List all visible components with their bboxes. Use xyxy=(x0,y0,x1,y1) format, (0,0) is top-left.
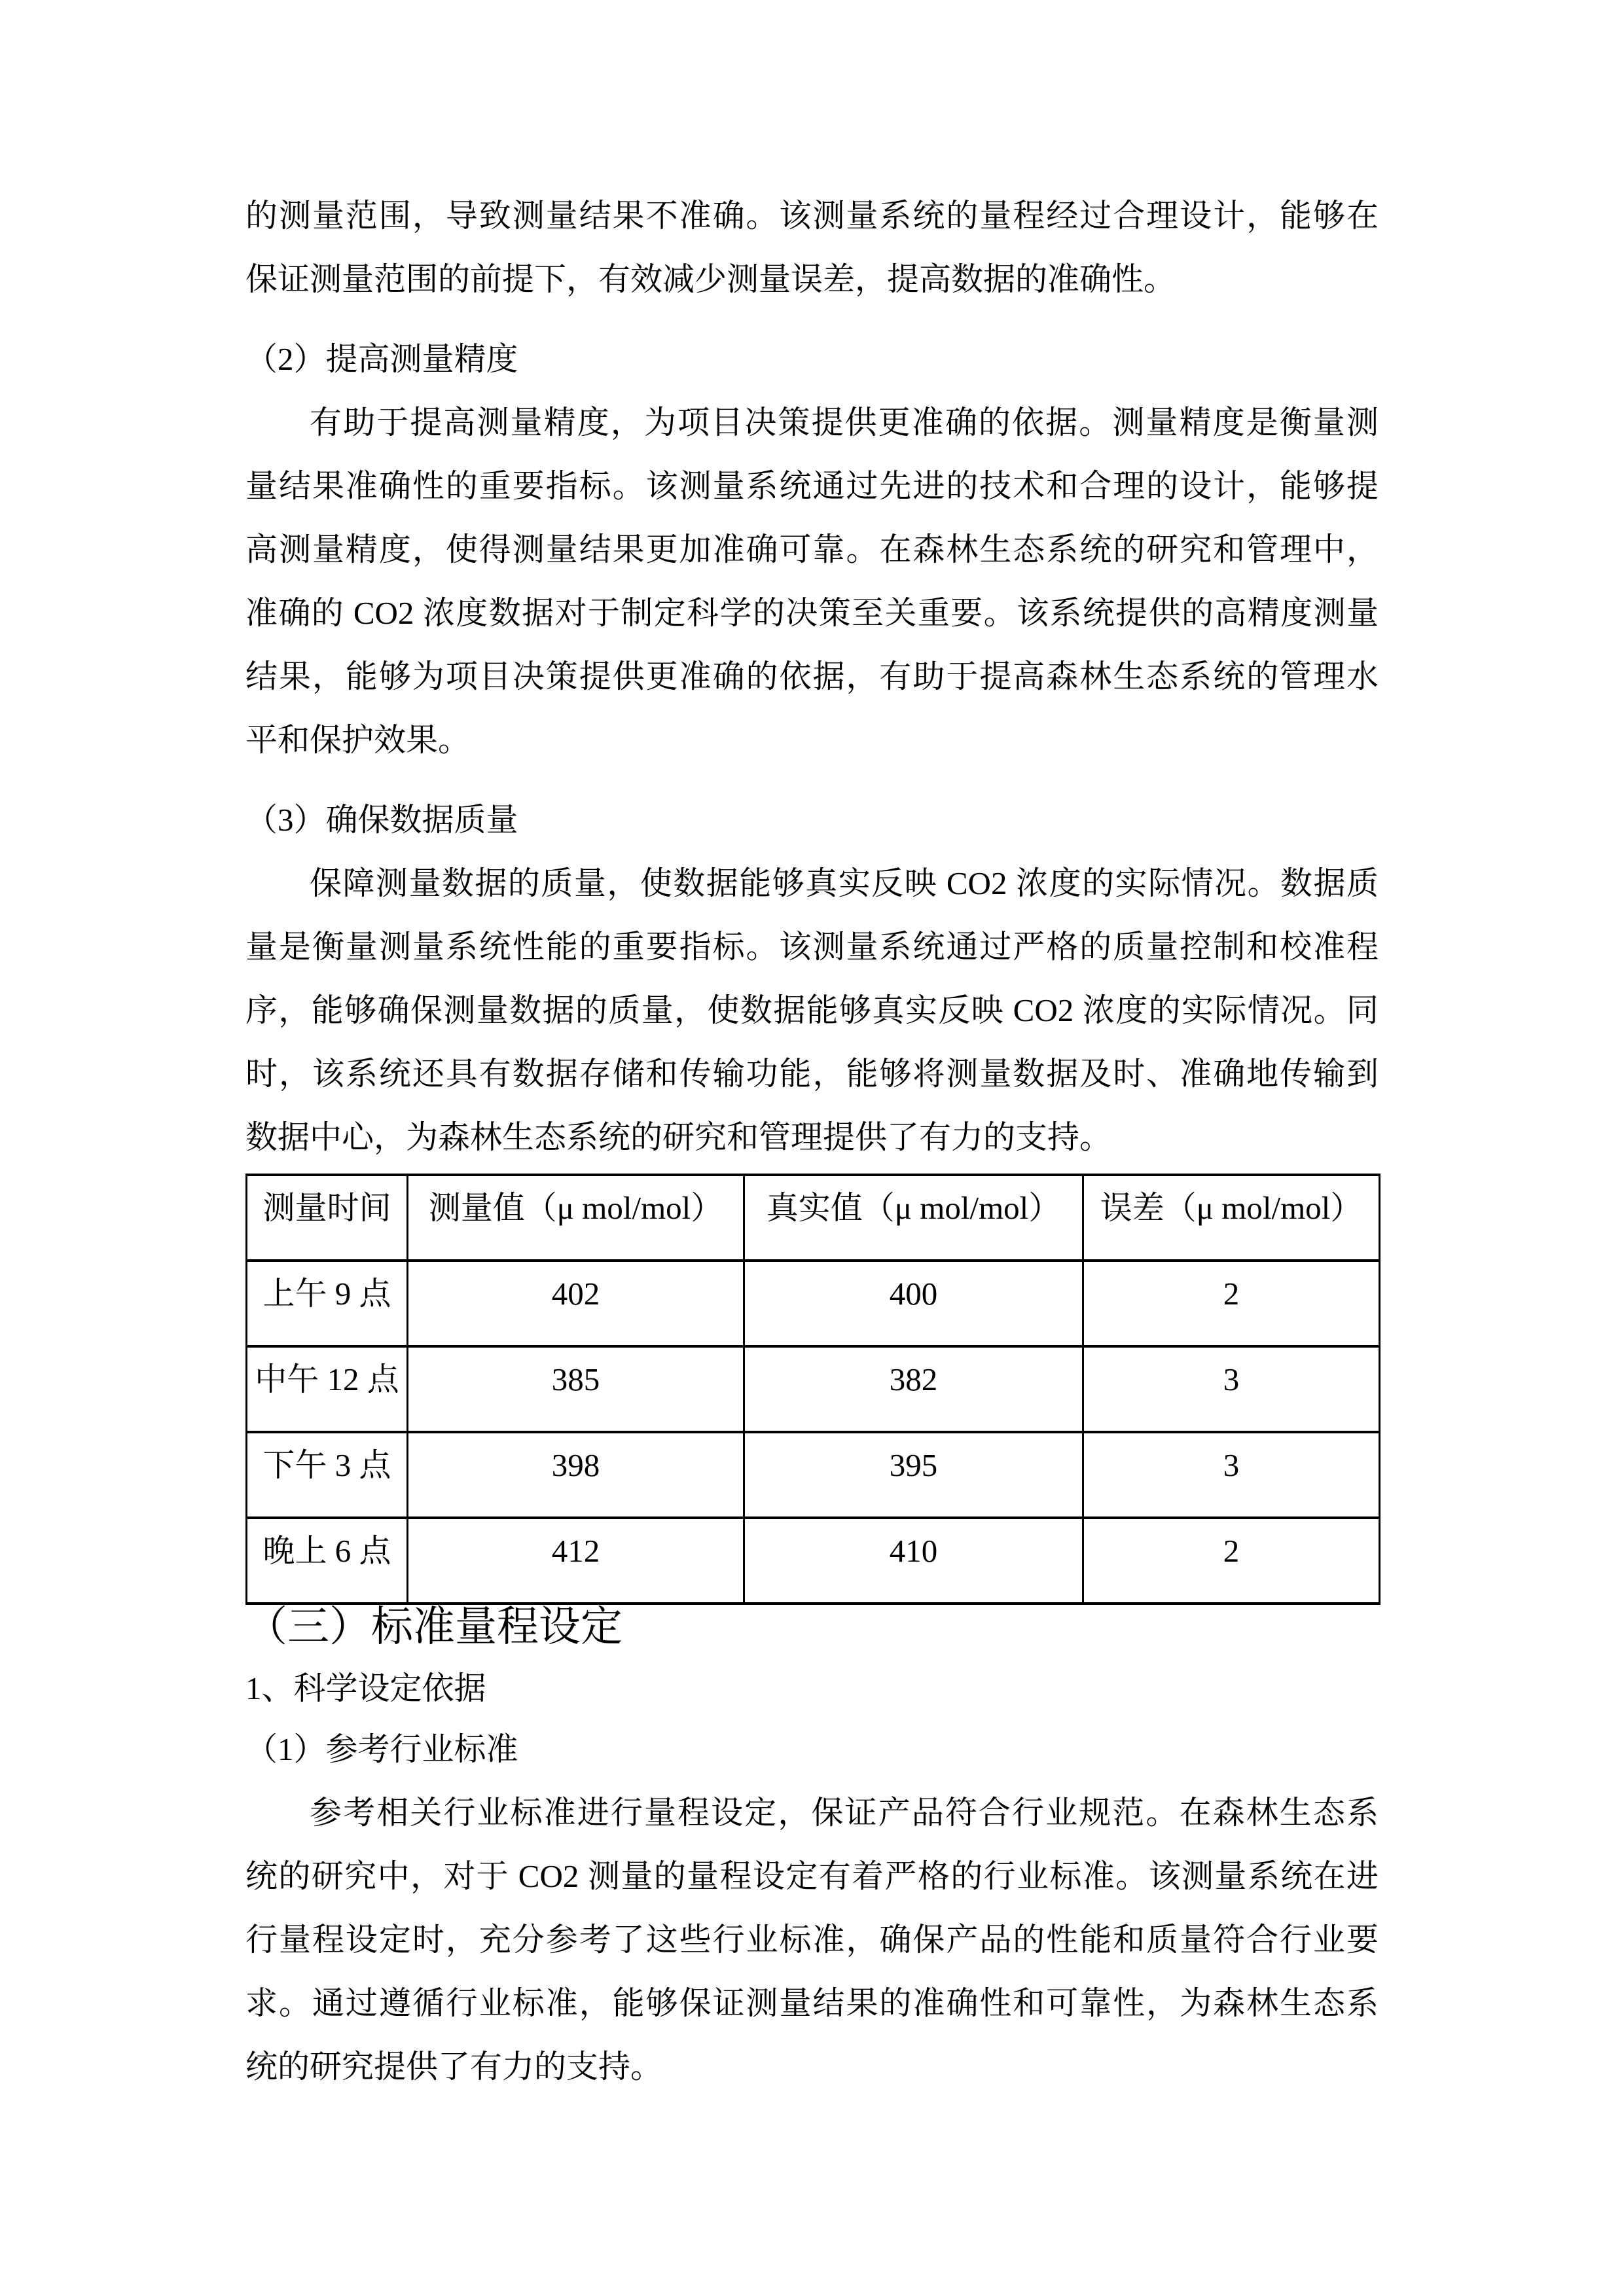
paragraph-line: 的测量范围，导致测量结果不准确。该测量系统的量程经过合理设计，能够在 xyxy=(245,198,1379,234)
subheading-1: 1、科学设定依据 xyxy=(245,1670,486,1706)
paragraph-line: 保障测量数据的质量，使数据能够真实反映 CO2 浓度的实际情况。数据质 xyxy=(310,865,1379,901)
heading-item-2: （2）提高测量精度 xyxy=(245,341,518,377)
table-cell: 晚上 6 点 xyxy=(247,1518,408,1604)
table-header-cell: 误差（μ mol/mol） xyxy=(1083,1175,1380,1261)
table-row xyxy=(247,1261,1380,1346)
heading-item-3: （3）确保数据质量 xyxy=(245,802,518,838)
table-header-cell: 测量值（μ mol/mol） xyxy=(408,1175,744,1261)
paragraph-line: 量是衡量测量系统性能的重要指标。该测量系统通过严格的质量控制和校准程 xyxy=(245,929,1379,965)
table-row xyxy=(247,1518,1380,1604)
paragraph-line: 有助于提高测量精度，为项目决策提供更准确的依据。测量精度是衡量测 xyxy=(310,404,1379,440)
paragraph-line: 统的研究中，对于 CO2 测量的量程设定有着严格的行业标准。该测量系统在进 xyxy=(245,1858,1379,1894)
measurement-table xyxy=(245,1174,1380,1605)
table-cell: 下午 3 点 xyxy=(247,1432,408,1518)
table-header-row xyxy=(247,1175,1380,1261)
paragraph-line: 行量程设定时，充分参考了这些行业标准，确保产品的性能和质量符合行业要 xyxy=(245,1922,1379,1958)
table-cell: 上午 9 点 xyxy=(247,1261,408,1346)
paragraph-line: 准确的 CO2 浓度数据对于制定科学的决策至关重要。该系统提供的高精度测量 xyxy=(245,595,1379,631)
table-cell: 400 xyxy=(744,1261,1083,1346)
table-cell: 中午 12 点 xyxy=(247,1346,408,1432)
paragraph-line: 求。通过遵循行业标准，能够保证测量结果的准确性和可靠性，为森林生态系 xyxy=(245,1985,1379,2021)
table-cell: 2 xyxy=(1083,1518,1380,1604)
table-cell: 2 xyxy=(1083,1261,1380,1346)
paragraph-line: 保证测量范围的前提下，有效减少测量误差，提高数据的准确性。 xyxy=(245,261,1176,297)
table-cell: 385 xyxy=(408,1346,744,1432)
paragraph-line: 序，能够确保测量数据的质量，使数据能够真实反映 CO2 浓度的实际情况。同 xyxy=(245,992,1379,1028)
paragraph-line: 结果，能够为项目决策提供更准确的依据，有助于提高森林生态系统的管理水 xyxy=(245,658,1379,694)
table-row xyxy=(247,1432,1380,1518)
paragraph-line: 量结果准确性的重要指标。该测量系统通过先进的技术和合理的设计，能够提 xyxy=(245,468,1379,504)
section-heading-3: （三）标准量程设定 xyxy=(245,1604,623,1650)
table-header-cell: 测量时间 xyxy=(247,1175,408,1261)
table-cell: 398 xyxy=(408,1432,744,1518)
paragraph-line: 高测量精度，使得测量结果更加准确可靠。在森林生态系统的研究和管理中， xyxy=(245,531,1379,567)
paragraph-line: 统的研究提供了有力的支持。 xyxy=(245,2049,663,2085)
table-cell: 395 xyxy=(744,1432,1083,1518)
subheading-1-1: （1）参考行业标准 xyxy=(245,1731,518,1767)
table-cell: 402 xyxy=(408,1261,744,1346)
table-cell: 382 xyxy=(744,1346,1083,1432)
table-cell: 410 xyxy=(744,1518,1083,1604)
table-header-cell: 真实值（μ mol/mol） xyxy=(744,1175,1083,1261)
paragraph-line: 平和保护效果。 xyxy=(245,722,471,758)
table-cell: 412 xyxy=(408,1518,744,1604)
paragraph-line: 参考相关行业标准进行量程设定，保证产品符合行业规范。在森林生态系 xyxy=(310,1795,1379,1831)
paragraph-line: 时，该系统还具有数据存储和传输功能，能够将测量数据及时、准确地传输到 xyxy=(245,1056,1379,1092)
table-row xyxy=(247,1346,1380,1432)
paragraph-line: 数据中心，为森林生态系统的研究和管理提供了有力的支持。 xyxy=(245,1119,1112,1155)
table-cell: 3 xyxy=(1083,1432,1380,1518)
table-cell: 3 xyxy=(1083,1346,1380,1432)
